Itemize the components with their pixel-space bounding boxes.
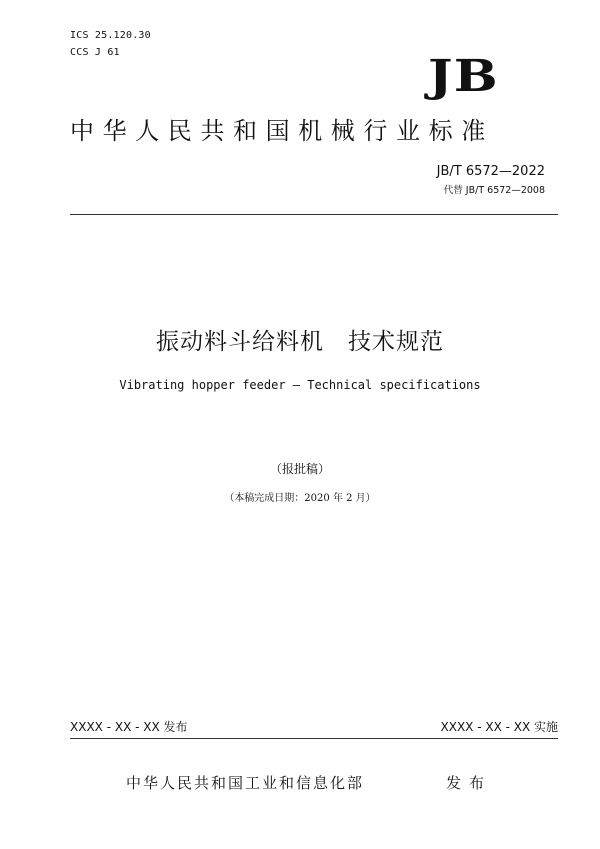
standard-number: JB/T 6572—2022 (436, 164, 545, 179)
draft-status: （报批稿） (269, 462, 330, 476)
issuing-authority: 中华人民共和国工业和信息化部 (126, 774, 365, 792)
completion-date: （本稿完成日期：2020 年 2 月） (224, 493, 376, 504)
implementation-date: XXXX - XX - XX 实施 (440, 720, 558, 734)
jb-logo: JB (428, 51, 499, 102)
issue-date: XXXX - XX - XX 发布 (70, 720, 188, 734)
issue-label: 发布 (446, 774, 493, 792)
ccs-code: CCS J 61 (70, 47, 120, 58)
top-divider (70, 214, 558, 215)
bottom-divider (70, 738, 558, 739)
document-title-english: Vibrating hopper feeder — Technical specifications (119, 378, 481, 392)
ics-code: ICS 25.120.30 (70, 30, 151, 41)
document-title: 振动料斗给料机 技术规范 (156, 329, 444, 355)
replaces-standard: 代替 JB/T 6572—2008 (443, 185, 545, 196)
header-title: 中华人民共和国机械行业标准 (70, 117, 494, 145)
